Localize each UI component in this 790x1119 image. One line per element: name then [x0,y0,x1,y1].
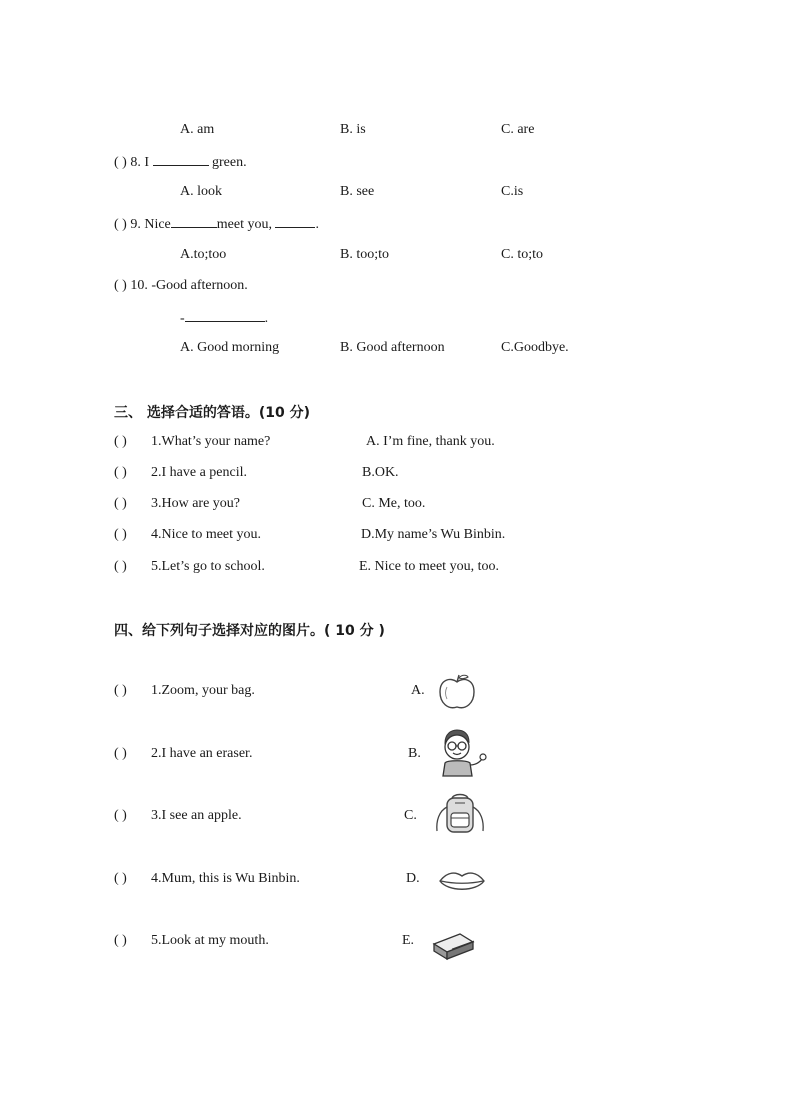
part3-item-1-question: 1.What’s your name? [151,434,271,449]
part3-item-4-paren[interactable]: ( ) [114,527,127,542]
q10-option-b: B. Good afternoon [340,340,445,355]
part4-item-4-paren[interactable]: ( ) [114,871,127,886]
q9-line [114,215,319,233]
part4-item-1-paren[interactable]: ( ) [114,683,127,698]
q10-end: . [264,311,269,326]
part4-option-b-letter: B. [408,746,421,761]
part3-item-1-answer: A. I’m fine, thank you. [366,434,495,449]
boy-icon [437,729,489,777]
part4-option-a-letter: A. [411,683,425,698]
q9-blank-1[interactable] [171,215,217,228]
part3-item-3-answer: C. Me, too. [362,496,426,511]
eraser-icon [430,930,476,960]
q10-dash: - [180,311,185,326]
q9-end: . [315,217,319,232]
q7-option-b: B. is [340,122,366,137]
q7-option-c: C. are [501,122,535,137]
part4-option-e-letter: E. [402,933,415,948]
q10-option-c: C.Goodbye. [501,340,569,355]
part4-item-2-question: 2.I have an eraser. [151,746,253,761]
part3-item-2-question: 2.I have a pencil. [151,465,248,480]
answer-paren[interactable]: ( ) [114,278,127,293]
q8-option-b: B. see [340,184,375,199]
part3-heading: 三、 选择合适的答语。(10 分) [114,405,311,421]
part3-item-4-answer: D.My name’s Wu Binbin. [361,527,506,542]
q9-blank-2[interactable] [275,215,315,228]
q8-line [114,153,247,171]
mouth-icon [438,869,486,895]
part3-item-5-paren[interactable]: ( ) [114,559,127,574]
q9-option-a: A.to;too [180,247,227,262]
q9-option-c: C. to;to [501,247,544,262]
part3-item-5-question: 5.Let’s go to school. [151,559,265,574]
q10-text: 10. -Good afternoon. [130,278,248,293]
q9-option-b: B. too;to [340,247,390,262]
q8-option-a: A. look [180,184,222,199]
part4-item-2-paren[interactable]: ( ) [114,746,127,761]
part3-item-5-answer: E. Nice to meet you, too. [359,559,499,574]
part3-item-3-question: 3.How are you? [151,496,241,511]
part4-item-4-question: 4.Mum, this is Wu Binbin. [151,871,300,886]
backpack-icon [433,791,487,835]
answer-paren[interactable]: ( ) [114,155,127,170]
q10-option-a: A. Good morning [180,340,280,355]
part4-option-d-letter: D. [406,871,420,886]
part4-item-1-question: 1.Zoom, your bag. [151,683,255,698]
q8-before: 8. I [130,155,149,170]
part4-item-5-paren[interactable]: ( ) [114,933,127,948]
part4-item-3-question: 3.I see an apple. [151,808,242,823]
part4-item-3-paren[interactable]: ( ) [114,808,127,823]
q10-response-line [180,309,268,327]
q9-before: 9. Nice [130,217,171,232]
q10-line [114,278,248,294]
part3-item-4-question: 4.Nice to meet you. [151,527,262,542]
part4-heading: 四、给下列句子选择对应的图片。( 10 分 ) [114,623,385,639]
part4-option-c-letter: C. [404,808,417,823]
q9-middle: meet you, [216,217,272,232]
q10-blank[interactable] [185,309,265,322]
part4-item-5-question: 5.Look at my mouth. [151,933,269,948]
q7-option-a: A. am [180,122,215,137]
part3-item-1-paren[interactable]: ( ) [114,434,127,449]
q8-after: green. [212,155,247,170]
part3-item-3-paren[interactable]: ( ) [114,496,127,511]
part3-item-2-paren[interactable]: ( ) [114,465,127,480]
q8-option-c: C.is [501,184,524,199]
answer-paren[interactable]: ( ) [114,217,127,232]
part3-item-2-answer: B.OK. [362,465,399,480]
q8-blank[interactable] [153,153,209,166]
apple-icon [437,673,477,711]
